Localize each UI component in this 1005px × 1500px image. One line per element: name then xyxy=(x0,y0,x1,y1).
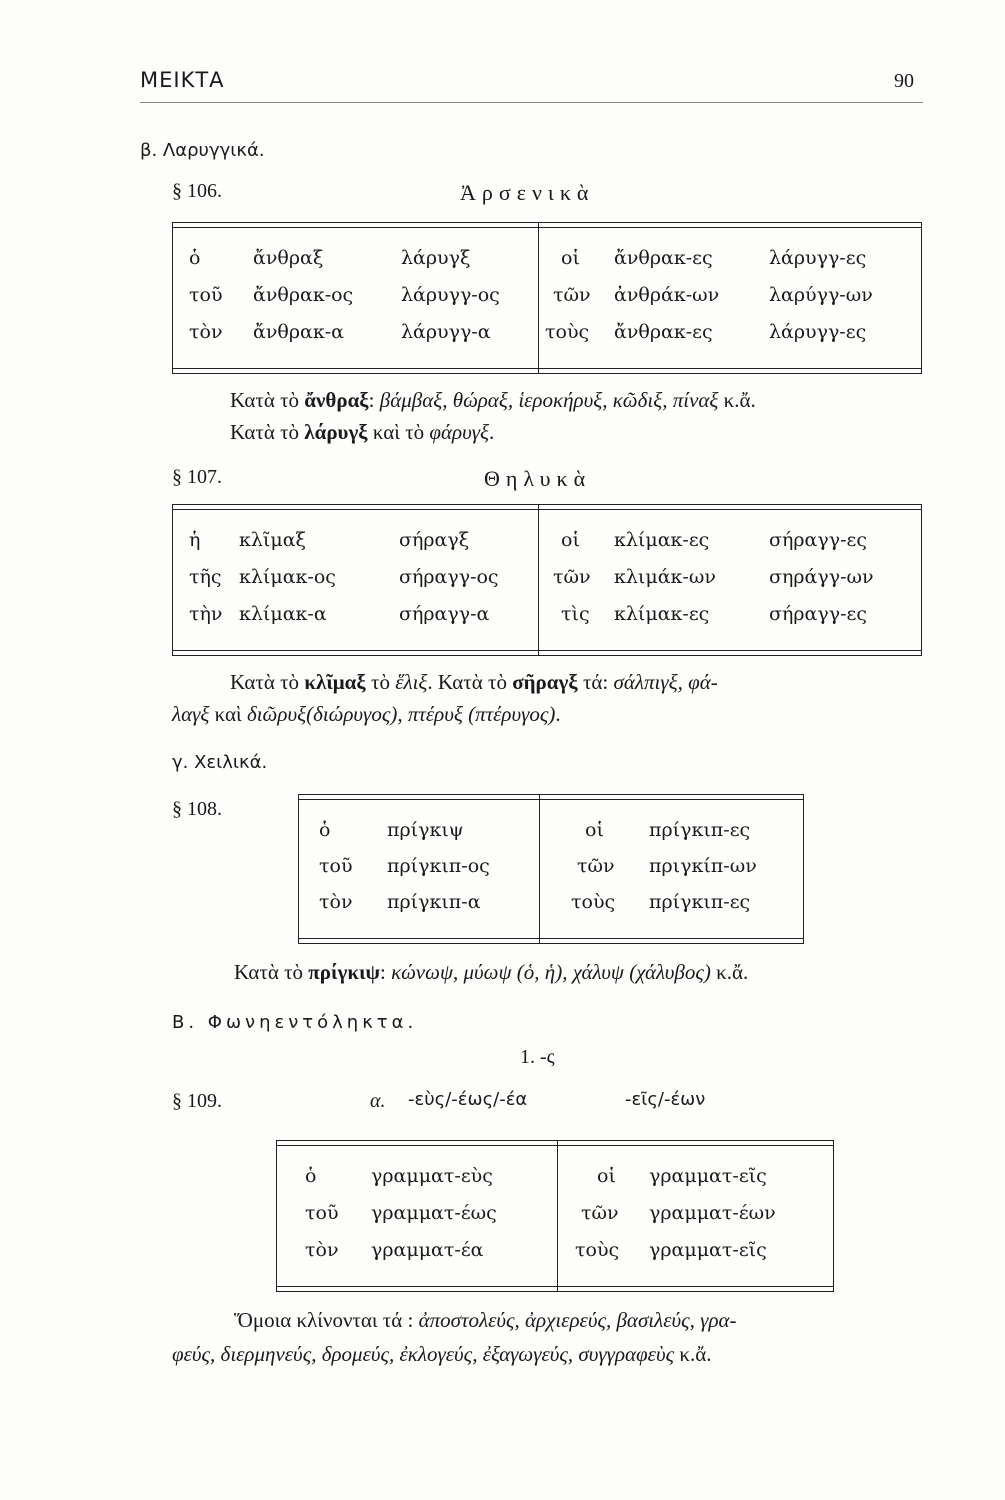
note-line: φεύς, διερμηνεύς, δρομεύς, ἐκλογεύς, ἐξαγωγεύς, συγγραφεὺς κ.ἄ. xyxy=(172,1342,712,1366)
table-cell: γραμματ-εὺς xyxy=(371,1165,493,1187)
section-heading: Ἀρσενικὰ xyxy=(460,180,595,205)
table-cell: λάρυγγ-ος xyxy=(401,284,500,306)
note-line: Κατὰ τὸ ἄνθραξ: βάμβαξ, θώραξ, ἱεροκήρυξ, κῶδιξ, πίναξ κ.ἄ. xyxy=(230,388,756,412)
table-cell: οἱ xyxy=(561,247,580,269)
subsection-number: 1. -ς xyxy=(520,1046,555,1068)
table-cell: γραμματ-έως xyxy=(371,1202,497,1224)
note-line: Κατὰ τὸ πρίγκιψ: κώνωψ, μύωψ (ὁ, ἡ), χάλυψ (χάλυβος) κ.ἄ. xyxy=(234,960,749,984)
table-cell: γραμματ-έα xyxy=(371,1239,484,1261)
alpha-label: α. xyxy=(370,1090,386,1112)
table-cell: πριγκίπ-ων xyxy=(649,855,757,877)
table-cell: κλῖμαξ xyxy=(239,529,307,551)
table-cell: γραμματ-έων xyxy=(649,1202,776,1224)
table-cell: πρίγκιπ-ος xyxy=(387,855,490,877)
table-cell: λαρύγγ-ων xyxy=(769,284,873,306)
table-cell: ἄνθρακ-ος xyxy=(253,284,354,306)
table-cell: τοὺς xyxy=(545,321,590,343)
table-cell: ἄνθρακ-ες xyxy=(614,247,713,269)
table-cell: ἄνθρακ-α xyxy=(253,321,344,343)
section-b-heading: Β. Φωνηεντόληκτα. xyxy=(172,1012,418,1033)
table-cell: σήραγγ-ος xyxy=(399,566,499,588)
declension-table-106 xyxy=(172,222,922,374)
table-cell: τῶν xyxy=(553,566,591,588)
section-heading: Θηλυκὰ xyxy=(484,466,592,491)
table-cell: τοὺς xyxy=(575,1239,620,1261)
table-cell: σηράγγ-ων xyxy=(769,566,874,588)
table-cell: οἱ xyxy=(561,529,580,551)
table-cell: οἱ xyxy=(597,1165,616,1187)
table-cell: λάρυγγ-ες xyxy=(769,321,867,343)
table-cell: τὸν xyxy=(189,321,223,343)
table-cell: τῶν xyxy=(581,1202,619,1224)
table-cell: κλίμακ-ος xyxy=(239,566,336,588)
section-number: § 107. xyxy=(172,466,222,488)
note-line: Κατὰ τὸ κλῖμαξ τὸ ἕλιξ. Κατὰ τὸ σῆραγξ τά: σάλπιγξ, φά- xyxy=(230,670,718,694)
subsection-heading: β. Λαρυγγικά. xyxy=(140,140,265,161)
table-cell: ἄνθραξ xyxy=(253,247,324,269)
table-cell: κλίμακ-ες xyxy=(614,603,710,625)
section-number: § 106. xyxy=(172,180,222,202)
declension-table-109 xyxy=(276,1140,834,1292)
table-cell: τὸν xyxy=(319,891,353,913)
table-cell: τὴν xyxy=(189,603,223,625)
table-cell: πρίγκιπ-ες xyxy=(649,891,751,913)
subsection-heading: γ. Χειλικά. xyxy=(172,752,268,773)
table-cell: τοῦ xyxy=(189,284,223,306)
table-cell: λάρυγγ-α xyxy=(401,321,491,343)
table-cell: τοῦ xyxy=(305,1202,339,1224)
table-cell: γραμματ-εῖς xyxy=(649,1165,767,1187)
table-cell: πρίγκιπ-ες xyxy=(649,819,751,841)
table-cell: τῶν xyxy=(577,855,615,877)
endings-singular: -εὺς/-έως/-έα xyxy=(408,1089,528,1110)
table-cell: κλιμάκ-ων xyxy=(614,566,716,588)
table-cell: πρίγκιψ xyxy=(387,819,464,841)
table-cell: γραμματ-εῖς xyxy=(649,1239,767,1261)
table-cell: οἱ xyxy=(585,819,604,841)
table-cell: σήραγγ-ες xyxy=(769,529,867,551)
section-number: § 108. xyxy=(172,798,222,820)
header-rule xyxy=(140,102,923,103)
table-cell: τὶς xyxy=(561,603,590,625)
table-cell: ἄνθρακ-ες xyxy=(614,321,713,343)
table-cell: σήραγγ-α xyxy=(399,603,490,625)
section-number: § 109. xyxy=(172,1090,222,1112)
table-cell: ὁ xyxy=(319,819,331,841)
declension-table-107 xyxy=(172,504,922,656)
page-header-title: ΜΕΙΚΤΑ xyxy=(140,68,225,92)
table-cell: πρίγκιπ-α xyxy=(387,891,481,913)
table-cell: ὁ xyxy=(189,247,201,269)
note-line: Ὅμοια κλίνονται τά : ἀποστολεύς, ἀρχιερεύς, βασιλεύς, γρα- xyxy=(234,1308,737,1332)
declension-table-108 xyxy=(298,794,804,944)
page-number: 90 xyxy=(894,70,914,92)
table-cell: σήραγξ xyxy=(399,529,470,551)
table-cell: ἡ xyxy=(189,529,201,551)
endings-plural: -εῖς/-έων xyxy=(625,1089,706,1110)
table-cell: σήραγγ-ες xyxy=(769,603,867,625)
table-cell: ὁ xyxy=(305,1165,317,1187)
table-cell: λάρυγγ-ες xyxy=(769,247,867,269)
table-cell: λάρυγξ xyxy=(401,247,471,269)
table-cell: τοὺς xyxy=(571,891,616,913)
table-cell: τῶν xyxy=(553,284,591,306)
note-line: λαγξ καὶ διῶρυξ(διώρυγος), πτέρυξ (πτέρυγος). xyxy=(172,702,561,726)
table-cell: τοῦ xyxy=(319,855,353,877)
table-cell: τὸν xyxy=(305,1239,339,1261)
table-cell: κλίμακ-ες xyxy=(614,529,710,551)
table-cell: κλίμακ-α xyxy=(239,603,327,625)
table-cell: τῆς xyxy=(189,566,222,588)
note-line: Κατὰ τὸ λάρυγξ καὶ τὸ φάρυγξ. xyxy=(230,420,495,444)
table-cell: ἀνθράκ-ων xyxy=(614,284,720,306)
